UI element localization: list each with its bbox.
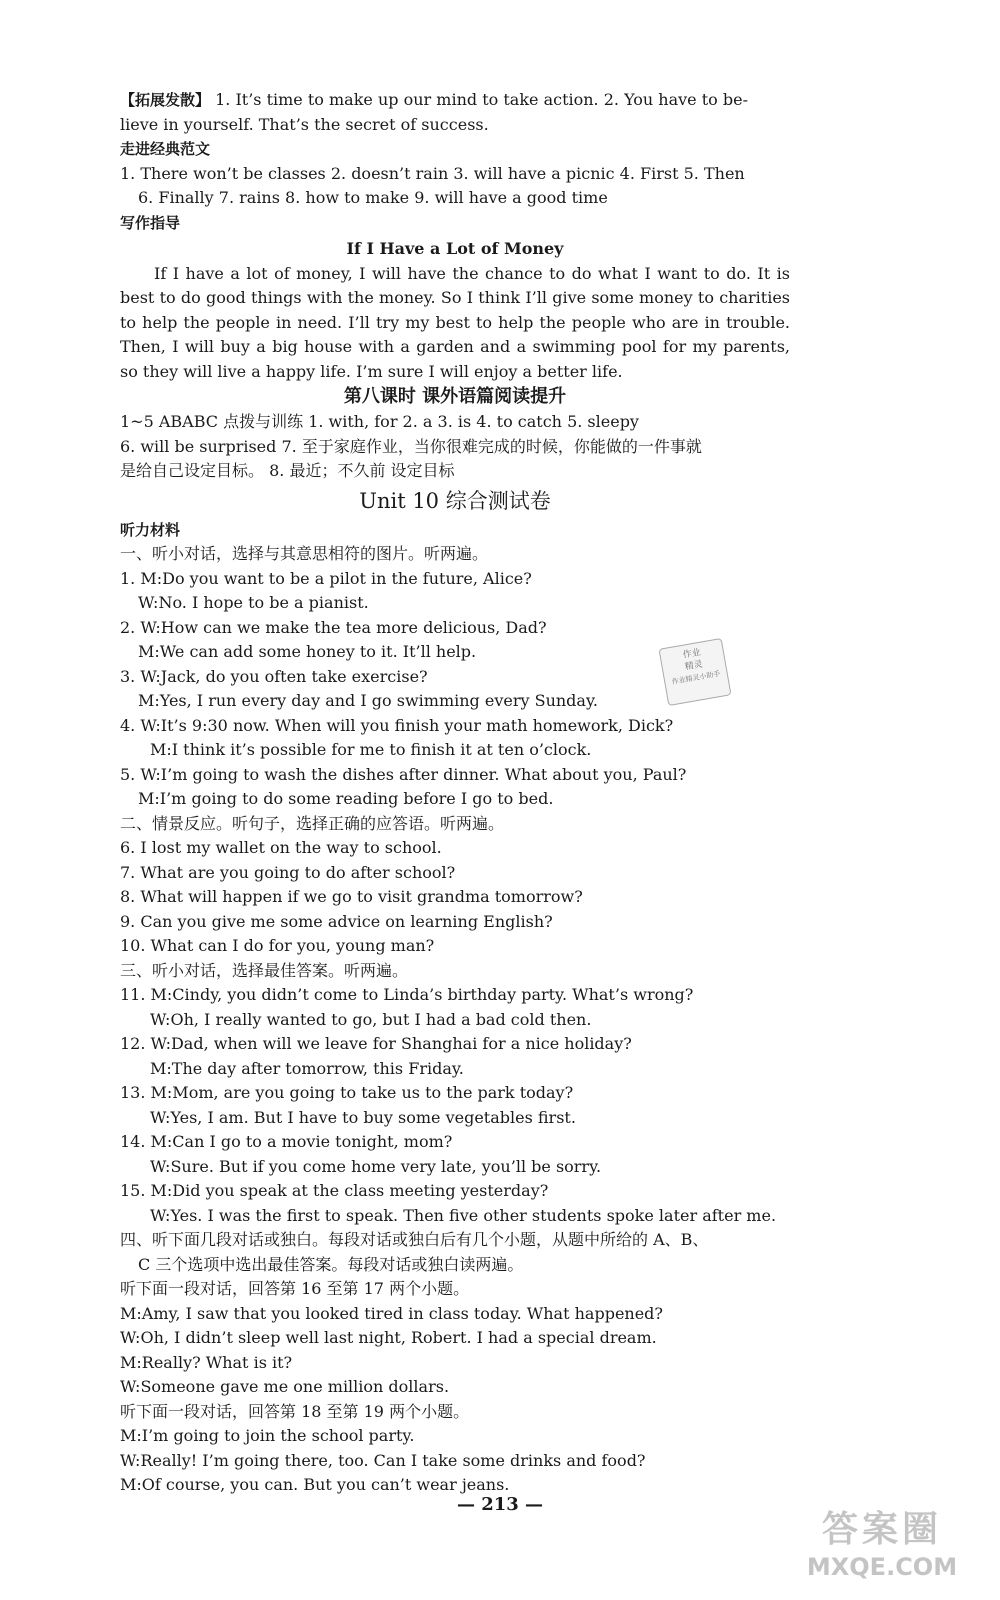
transcript-line: 4. W:It’s 9:30 now. When will you finish your math homework, Dick? [120, 715, 674, 735]
transcript-line: W:No. I hope to be a pianist. [138, 593, 369, 612]
transcript-line: W:Really! I’m going there, too. Can I take some drinks and food? [120, 1450, 646, 1470]
transcript-line: M:Amy, I saw that you looked tired in class today. What happened? [120, 1303, 663, 1323]
homework-stamp: 作业 精灵 作业精灵小助手 [658, 638, 731, 706]
transcript-line: W:Oh, I really wanted to go, but I had a bad cold then. [150, 1009, 592, 1029]
lesson8-answers-3: 是给自己设定目标。 8. 最近；不久前 设定目标 [120, 461, 455, 480]
transcript-line: W:Oh, I didn’t sleep well last night, Robert. I had a special dream. [120, 1328, 657, 1347]
transcript-line: 5. W:I’m going to wash the dishes after dinner. What about you, Paul? [120, 764, 687, 784]
classic-answers-1: 1. There won’t be classes 2. doesn’t rain 3. will have a picnic 4. First 5. Then [120, 163, 745, 183]
dialog2-intro: 听下面一段对话，回答第 18 至第 19 两个小题。 [120, 1401, 470, 1421]
transcript-line: 12. W:Dad, when will we leave for Shanghai for a nice holiday? [120, 1034, 632, 1053]
section4-title-1: 四、听下面几段对话或独白。每段对话或独白后有几个小题，从题中所给的 A、B、 [120, 1230, 709, 1249]
transcript-line: 6. I lost my wallet on the way to school. [120, 838, 442, 857]
transcript-line: M:I’m going to do some reading before I go to bed. [138, 789, 554, 808]
transcript-line: 3. W:Jack, do you often take exercise? [120, 666, 428, 686]
lesson8-answers-2: 6. will be surprised 7. 至于家庭作业，当你很难完成的时候，你能做的一件事就 [120, 436, 702, 456]
lesson8-title: 第八课时 课外语篇阅读提升 [343, 386, 567, 407]
transcript-line: M:We can add some honey to it. It’ll help. [138, 642, 477, 661]
section2-title: 二、情景反应。听句子，选择正确的应答语。听两遍。 [120, 813, 505, 833]
page-number: — 213 — [456, 1494, 544, 1515]
transcript-line: M:I think it’s possible for me to finish it at ten o’clock. [150, 740, 592, 759]
transcript-line: 10. What can I do for you, young man? [120, 936, 435, 955]
transcript-line: 9. Can you give me some advice on learning English? [120, 911, 553, 931]
unit-title: Unit 10 综合测试卷 [359, 488, 551, 513]
section1-title: 一、听小对话，选择与其意思相符的图片。听两遍。 [120, 544, 489, 563]
transcript-line: W:Someone gave me one million dollars. [120, 1377, 450, 1396]
listening-heading: 听力材料 [120, 520, 181, 539]
transcript-line: 1. M:Do you want to be a pilot in the future, Alice? [120, 568, 532, 588]
transcript-line: 14. M:Can I go to a movie tonight, mom? [120, 1132, 453, 1151]
transcript-line: 2. W:How can we make the tea more delicious, Dad? [120, 617, 547, 637]
transcript-line: M:Of course, you can. But you can’t wear jeans. [120, 1475, 510, 1494]
writing-heading: 写作指导 [120, 213, 181, 232]
expand-line-2: lieve in yourself. That’s the secret of success. [120, 114, 489, 134]
site-watermark: 答案圈 MXQE.COM [806, 1509, 958, 1581]
classic-answers-2: 6. Finally 7. rains 8. how to make 9. will have a good time [138, 188, 608, 207]
transcript-line: M:Really? What is it? [120, 1352, 293, 1372]
dialog1-intro: 听下面一段对话，回答第 16 至第 17 两个小题。 [120, 1279, 470, 1298]
transcript-line: 7. What are you going to do after school? [120, 862, 456, 882]
essay-title: If I Have a Lot of Money [346, 239, 564, 258]
expand-label: 【拓展发散】 [120, 91, 211, 109]
classic-heading: 走进经典范文 [120, 140, 211, 158]
transcript-line: 13. M:Mom, are you going to take us to the park today? [120, 1083, 574, 1102]
document-page [120, 88, 790, 1498]
expand-line-1: 【拓展发散】 1. It’s time to make up our mind to take action. 2. You have to be- [120, 90, 748, 109]
transcript-line: 8. What will happen if we go to visit grandma tomorrow? [120, 887, 583, 906]
transcript-line: M:Yes, I run every day and I go swimming every Sunday. [138, 691, 598, 710]
transcript-line: 11. M:Cindy, you didn’t come to Linda’s birthday party. What’s wrong? [120, 985, 694, 1004]
transcript-line: 15. M:Did you speak at the class meeting yesterday? [120, 1181, 549, 1200]
section3-title: 三、听小对话，选择最佳答案。听两遍。 [120, 960, 409, 980]
transcript-line: W:Yes, I am. But I have to buy some vegetables first. [150, 1107, 576, 1127]
essay-body: If I have a lot of money, I will have the chance to do what I want to do. It is best to do good things with the money. So I think I’ll give some money to charities to help the people in need. I’ll try my best to help the people who are in trouble. Then, I will buy a big house with a garden and a swimming pool for my parents, so they will live a happy life. I’m sure I will enjoy a better life. [120, 263, 790, 381]
lesson8-answers-1: 1~5 ABABC 点拨与训练 1. with, for 2. a 3. is 4. to catch 5. sleepy [120, 412, 639, 431]
transcript-line: M:The day after tomorrow, this Friday. [150, 1058, 464, 1078]
section4-title-2: C 三个选项中选出最佳答案。每段对话或独白读两遍。 [138, 1254, 524, 1274]
transcript-line: W:Yes. I was the first to speak. Then five other students spoke later after me. [150, 1205, 777, 1225]
transcript-line: M:I’m going to join the school party. [120, 1426, 415, 1445]
transcript-line: W:Sure. But if you come home very late, you’ll be sorry. [150, 1156, 602, 1176]
